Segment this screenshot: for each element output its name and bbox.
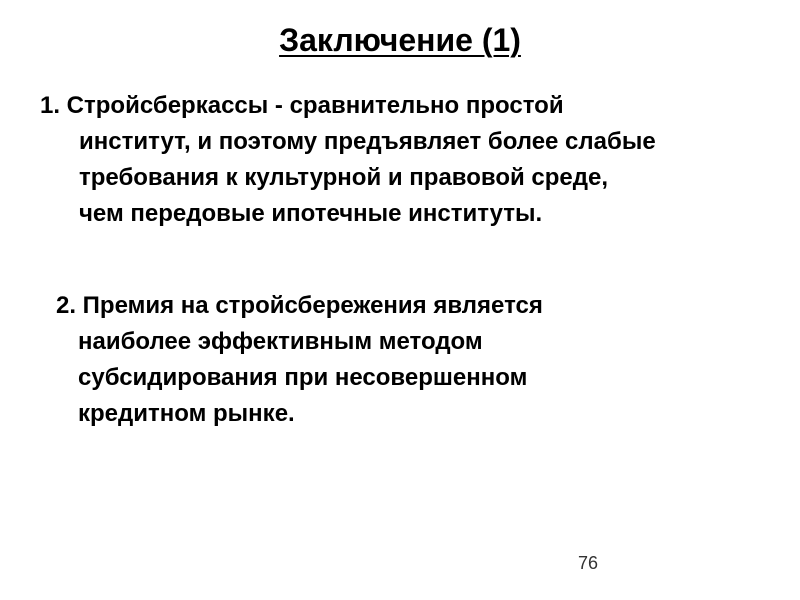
point-1-line: 1. Стройсберкассы - сравнительно простой [40,92,564,119]
point-1-line: чем передовые ипотечные институты. [79,200,543,227]
point-2-line: субсидирования при несовершенном [78,364,528,391]
slide-title: Заключение (1) [279,22,521,58]
point-1-line: институт, и поэтому предъявляет более слабые [79,128,656,155]
point-2-line: 2. Премия на стройсбережения является [56,292,543,319]
point-2-line: кредитном рынке. [78,400,295,427]
point-1-line: требования к культурной и правовой среде, [79,164,609,191]
point-2-line: наиболее эффективным методом [78,328,483,355]
slide-number: 76 [578,553,599,573]
conclusion-point-2 [56,288,543,432]
conclusion-point-1 [40,88,656,232]
